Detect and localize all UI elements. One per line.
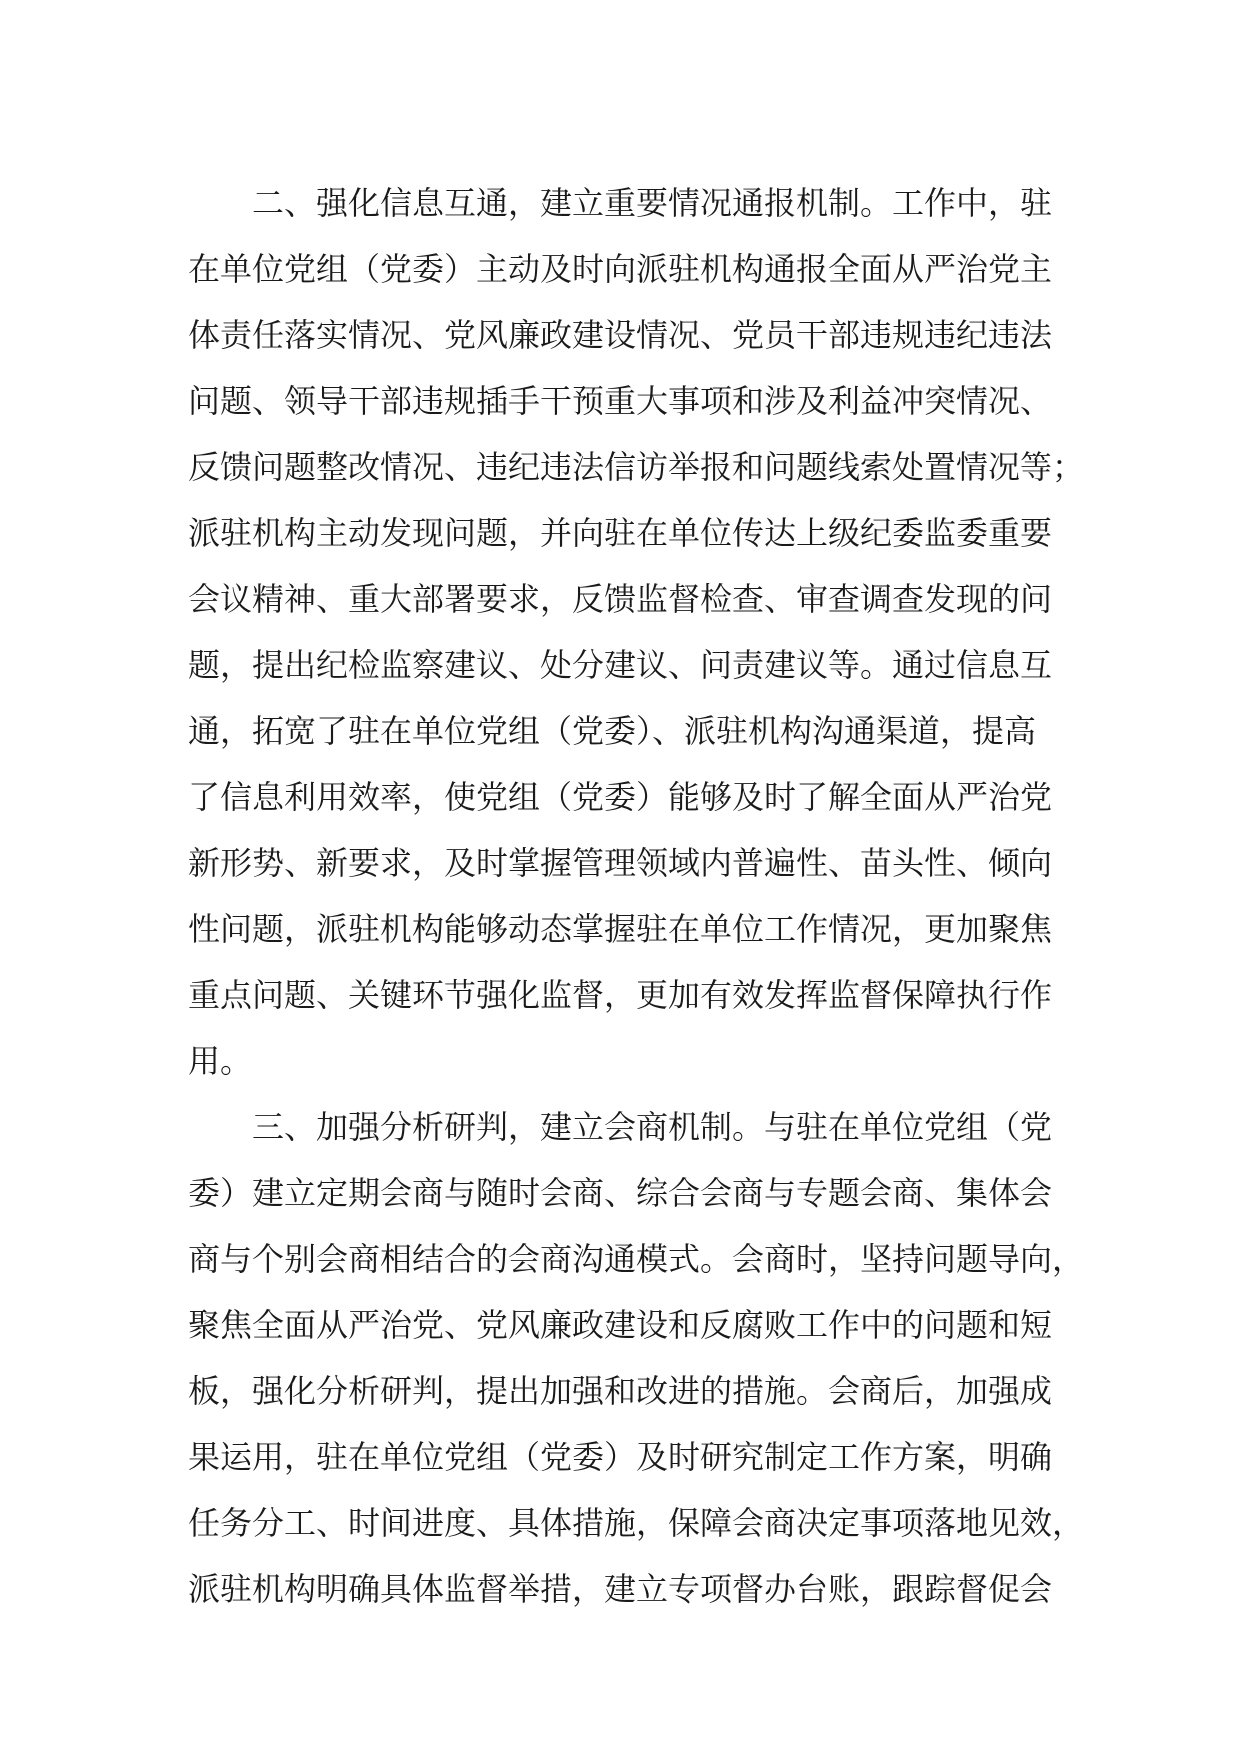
paragraph-3-line-1: 三、加强分析研判，建立会商机制。与驻在单位党组（党: [252, 1108, 1053, 1146]
paragraph-2-line-11: 新形势、新要求，及时掌握管理领域内普遍性、苗头性、倾向: [188, 844, 1053, 882]
paragraph-2-line-12: 性问题，派驻机构能够动态掌握驻在单位工作情况，更加聚焦: [188, 910, 1053, 948]
paragraph-3-line-8: 派驻机构明确具体监督举措，建立专项督办台账，跟踪督促会: [188, 1570, 1053, 1608]
paragraph-2-line-10: 了信息利用效率，使党组（党委）能够及时了解全面从严治党: [188, 778, 1053, 816]
paragraph-3-line-4: 聚焦全面从严治党、党风廉政建设和反腐败工作中的问题和短: [188, 1306, 1053, 1344]
paragraph-2-line-2: 在单位党组（党委）主动及时向派驻机构通报全面从严治党主: [188, 250, 1053, 288]
paragraph-2-line-3: 体责任落实情况、党风廉政建设情况、党员干部违规违纪违法: [188, 316, 1053, 354]
paragraph-3-line-2: 委）建立定期会商与随时会商、综合会商与专题会商、集体会: [188, 1174, 1053, 1212]
paragraph-2-line-5: 反馈问题整改情况、违纪违法信访举报和问题线索处置情况等；: [188, 448, 1085, 486]
paragraph-2-line-13: 重点问题、关键环节强化监督，更加有效发挥监督保障执行作: [188, 976, 1053, 1014]
paragraph-2-line-9: 通，拓宽了驻在单位党组（党委）、派驻机构沟通渠道，提高: [188, 712, 1037, 750]
paragraph-2-line-6: 派驻机构主动发现问题，并向驻在单位传达上级纪委监委重要: [188, 514, 1053, 552]
paragraph-2-line-8: 题，提出纪检监察建议、处分建议、问责建议等。通过信息互: [188, 646, 1053, 684]
paragraph-2-line-7: 会议精神、重大部署要求，反馈监督检查、审查调查发现的问: [188, 580, 1053, 618]
paragraph-3-line-3: 商与个别会商相结合的会商沟通模式。会商时，坚持问题导向，: [188, 1240, 1085, 1278]
paragraph-3-line-6: 果运用，驻在单位党组（党委）及时研究制定工作方案，明确: [188, 1438, 1053, 1476]
paragraph-2-line-1: 二、强化信息互通，建立重要情况通报机制。工作中，驻: [252, 184, 1053, 222]
paragraph-3-line-7: 任务分工、时间进度、具体措施，保障会商决定事项落地见效，: [188, 1504, 1085, 1542]
paragraph-2-line-14: 用。: [188, 1042, 253, 1080]
paragraph-3-line-5: 板，强化分析研判，提出加强和改进的措施。会商后，加强成: [188, 1372, 1053, 1410]
paragraph-2-line-4: 问题、领导干部违规插手干预重大事项和涉及利益冲突情况、: [188, 382, 1053, 420]
document-body: [188, 170, 1088, 1622]
